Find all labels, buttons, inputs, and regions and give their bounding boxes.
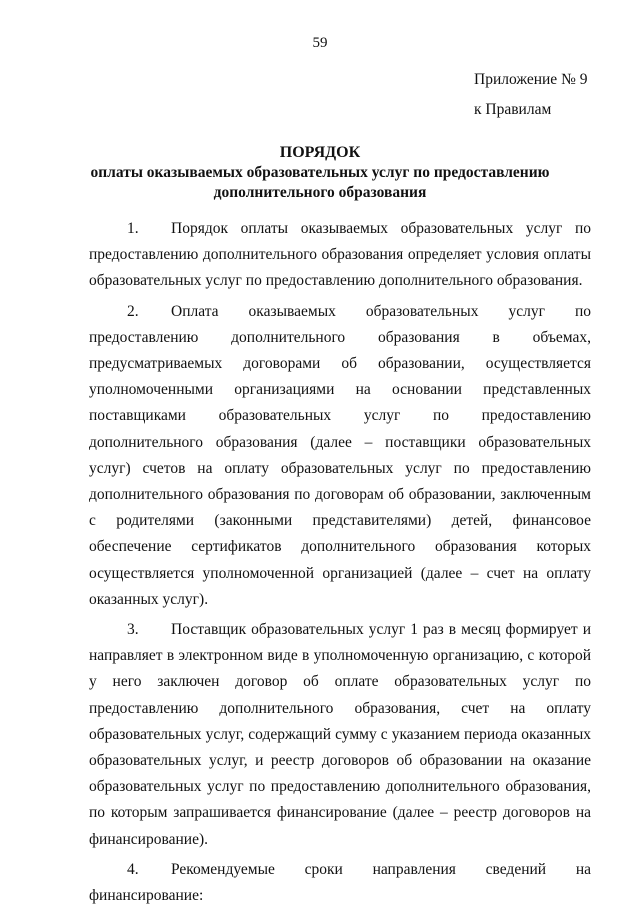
document-title <box>60 143 580 203</box>
appendix-rules-reference: к Правилам <box>474 101 552 118</box>
title-subheading-line2: дополнительного образования <box>213 184 427 201</box>
paragraph-4 <box>89 857 591 909</box>
paragraph-number: 4. <box>127 860 139 878</box>
document-body <box>89 216 591 913</box>
paragraph-text: Порядок оплаты оказываемых образовательных услуг по предоставлению дополнительного образования определяет условия оплаты образовательных услуг по предоставлению дополнительного образования. <box>89 220 591 290</box>
paragraph-2 <box>89 299 591 613</box>
paragraph-1 <box>89 216 591 295</box>
paragraph-number: 3. <box>127 621 139 639</box>
paragraph-3 <box>89 617 591 853</box>
paragraph-text: Оплата оказываемых образовательных услуг по предоставлению дополнительного образования в объемах, предусматриваемых договорами об образовании, осуществляется уполномоченными организациями на основании представленных поставщиками образовательных услуг по предоставлению дополнительного образования (далее – поставщики образовательных услуг) счетов на оплату образовательных услуг по предоставлению дополнительного образования по договорам об образовании, заключенным с родителями (законными представителями) детей, финансовое обеспечение сертификатов дополнительного образования которых осуществляется уполномоченной организацией (далее – счет на оплату оказанных услуг). <box>89 302 591 608</box>
title-heading: ПОРЯДОК <box>279 144 361 161</box>
page-number: 59 <box>312 35 328 51</box>
paragraph-text: Рекомендуемые сроки направления сведений на финансирование: <box>89 860 591 905</box>
paragraph-number: 1. <box>127 220 139 237</box>
appendix-label: Приложение № 9 <box>474 71 588 88</box>
paragraph-number: 2. <box>127 302 139 320</box>
title-subheading-line1: оплаты оказываемых образовательных услуг по предоставлению <box>90 164 550 181</box>
paragraph-text: Поставщик образовательных услуг 1 раз в месяц формирует и направляет в электронном виде в уполномоченную организацию, с которой у него заключен договор об оплате образовательных услуг по предоставлению дополнительного образования, счет на оплату образовательных услуг, содержащий сумму с указанием периода оказанных образовательных услуг, и реестр договоров об образовании на оказание образовательных услуг по предоставлению дополнительного образования, по которым запрашивается финансирование (далее – реестр договоров на финансирование). <box>89 621 591 848</box>
